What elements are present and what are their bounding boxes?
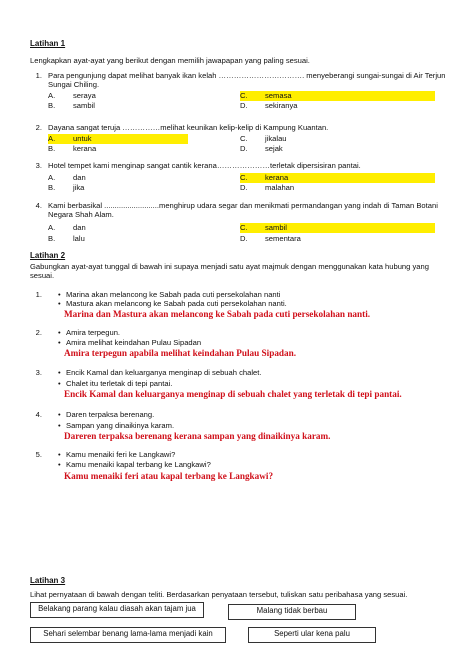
bullet-icon: • xyxy=(58,450,61,459)
option-b[interactable] xyxy=(48,144,188,154)
option-text: kerana xyxy=(265,173,289,182)
single-sentence: Mastura akan melancong ke Sabah pada cuti persekolahan nanti. xyxy=(66,299,287,308)
answer-sentence[interactable]: Marina dan Mastura akan melancong ke Sabah pada cuti persekolahan nanti. xyxy=(64,309,371,319)
latihan2-title: Latihan 2 xyxy=(30,251,66,260)
option-c[interactable] xyxy=(240,134,435,144)
bullet-icon: • xyxy=(58,460,61,469)
option-letter: D. xyxy=(240,234,248,243)
option-d[interactable] xyxy=(240,144,435,154)
option-c-highlighted[interactable] xyxy=(240,173,435,183)
option-text: seraya xyxy=(73,91,96,100)
peribahasa-box[interactable]: Seperti ular kena palu xyxy=(248,627,376,643)
option-text: dan xyxy=(73,173,86,182)
bullet-icon: • xyxy=(58,328,61,337)
bullet-icon: • xyxy=(58,379,61,388)
option-letter: A. xyxy=(48,91,56,100)
peribahasa-box[interactable]: Malang tidak berbau xyxy=(228,604,356,620)
option-letter: C. xyxy=(240,173,248,182)
peribahasa-box[interactable]: Sehari selembar benang lama-lama menjadi kain xyxy=(30,627,226,643)
option-letter: A. xyxy=(48,134,56,143)
option-text: sementara xyxy=(265,234,301,243)
bullet-icon: • xyxy=(58,421,61,430)
question-text: Dayana sangat teruja ……………melihat keunikan kelip-kelip di Kampung Kuantan. xyxy=(48,123,329,132)
question-text: Para pengunjung dapat melihat banyak ikan kelah ……………………………. menyeberangi sungai-sungai di Air Terjun Sungai Chiling. xyxy=(48,71,446,90)
option-text: untuk xyxy=(73,134,92,143)
option-text: kerana xyxy=(73,144,97,153)
option-letter: A. xyxy=(48,173,56,182)
peribahasa-box[interactable]: Belakang parang kalau diasah akan tajam jua xyxy=(30,602,204,618)
option-c-highlighted[interactable] xyxy=(240,91,435,101)
bullet-icon: • xyxy=(58,338,61,347)
option-text: sejak xyxy=(265,144,283,153)
question-number: 3. xyxy=(35,161,42,170)
option-letter: B. xyxy=(48,234,56,243)
bullet-icon: • xyxy=(58,368,61,377)
question-text: Hotel tempet kami menginap sangat cantik kerana…………………terletak dipersisiran pantai. xyxy=(48,161,361,170)
option-text: dan xyxy=(73,223,86,232)
single-sentence: Amira melihat keindahan Pulau Sipadan xyxy=(66,338,202,347)
option-a[interactable] xyxy=(48,173,188,183)
bullet-icon: • xyxy=(58,299,61,308)
item-number: 4. xyxy=(35,410,42,419)
latihan1-title: Latihan 1 xyxy=(30,39,66,48)
single-sentence: Kamu menaiki kapal terbang ke Langkawi? xyxy=(66,460,211,469)
option-text: jika xyxy=(73,183,85,192)
option-c-highlighted[interactable] xyxy=(240,223,435,233)
option-text: sambil xyxy=(73,101,95,110)
question-number: 4. xyxy=(35,201,42,210)
single-sentence: Daren terpaksa berenang. xyxy=(66,410,155,419)
option-letter: D. xyxy=(240,183,248,192)
latihan2-instruction: Gabungkan ayat-ayat tunggal di bawah ini supaya menjadi satu ayat majmuk dengan menggunakan kata hubung yang sesuai. xyxy=(30,262,429,281)
option-text: lalu xyxy=(73,234,85,243)
item-number: 3. xyxy=(35,368,42,377)
single-sentence: Amira terpegun. xyxy=(66,328,121,337)
single-sentence: Sampan yang dinaikinya karam. xyxy=(66,421,175,430)
single-sentence: Encik Kamal dan keluarganya menginap di sebuah chalet. xyxy=(66,368,262,377)
question-number: 1. xyxy=(35,71,42,80)
option-b[interactable] xyxy=(48,234,188,244)
option-letter: A. xyxy=(48,223,56,232)
option-d[interactable] xyxy=(240,234,435,244)
answer-sentence[interactable]: Dareren terpaksa berenang kerana sampan yang dinaikinya karam. xyxy=(64,431,331,441)
option-text: semasa xyxy=(265,91,292,100)
option-letter: B. xyxy=(48,101,56,110)
option-letter: C. xyxy=(240,91,248,100)
option-b[interactable] xyxy=(48,101,188,111)
item-number: 1. xyxy=(35,290,42,299)
answer-sentence[interactable]: Kamu menaiki feri atau kapal terbang ke Langkawi? xyxy=(64,471,274,481)
latihan3-title: Latihan 3 xyxy=(30,576,66,585)
latihan3-instruction: Lihat pernyataan di bawah dengan teliti. Berdasarkan penyataan tersebut, tuliskan satu peribahasa yang sesuai. xyxy=(30,590,408,599)
item-number: 5. xyxy=(35,450,42,459)
option-text: sekiranya xyxy=(265,101,298,110)
option-letter: D. xyxy=(240,101,248,110)
option-text: sambil xyxy=(265,223,287,232)
option-letter: C. xyxy=(240,134,248,143)
option-a[interactable] xyxy=(48,91,188,101)
single-sentence: Chalet itu terletak di tepi pantai. xyxy=(66,379,173,388)
answer-sentence[interactable]: Encik Kamal dan keluarganya menginap di sebuah chalet yang terletak di tepi pantai. xyxy=(64,389,402,399)
single-sentence: Marina akan melancong ke Sabah pada cuti persekolahan nanti xyxy=(66,290,281,299)
question-text: Kami berbasikal ..........................menghirup udara segar dan menikmati permandangan yang indah di Taman Botani Negara Shah Alam. xyxy=(48,201,438,220)
option-letter: B. xyxy=(48,183,56,192)
bullet-icon: • xyxy=(58,410,61,419)
latihan1-instruction: Lengkapkan ayat-ayat yang berikut dengan memilih jawapapan yang paling sesuai. xyxy=(30,56,310,65)
answer-sentence[interactable]: Amira terpegun apabila melihat keindahan Pulau Sipadan. xyxy=(64,348,297,358)
question-number: 2. xyxy=(35,123,42,132)
option-letter: C. xyxy=(240,223,248,232)
single-sentence: Kamu menaiki feri ke Langkawi? xyxy=(66,450,176,459)
bullet-icon: • xyxy=(58,290,61,299)
option-letter: B. xyxy=(48,144,56,153)
item-number: 2. xyxy=(35,328,42,337)
option-b[interactable] xyxy=(48,183,188,193)
option-letter: D. xyxy=(240,144,248,153)
option-text: malahan xyxy=(265,183,295,192)
option-a-highlighted[interactable] xyxy=(48,134,188,144)
option-d[interactable] xyxy=(240,183,435,193)
option-d[interactable] xyxy=(240,101,435,111)
option-text: jikalau xyxy=(265,134,287,143)
option-a[interactable] xyxy=(48,223,188,233)
